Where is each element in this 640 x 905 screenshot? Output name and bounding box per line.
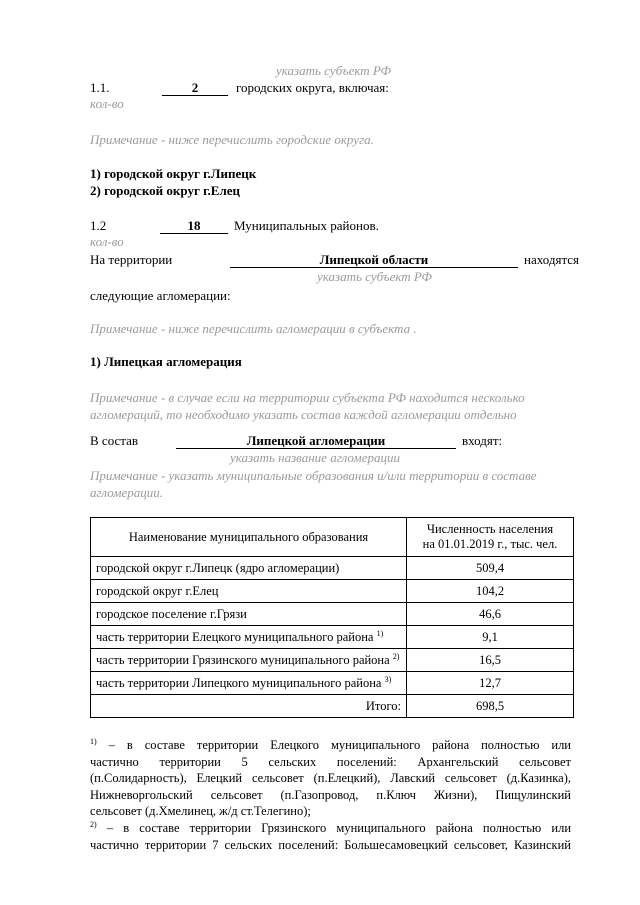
table-row [91,603,574,626]
table-row [91,580,574,603]
city-district-count: 2 [162,80,228,96]
territory-subject-hint: указать субъект РФ [317,269,432,284]
row-value: 12,7 [407,672,574,695]
row-value: 104,2 [407,580,574,603]
city-district-item: 1) городской округ г.Липецк [90,166,257,181]
territory-subject: Липецкой области [230,252,518,268]
header-population [407,518,574,557]
table-row [91,649,574,672]
section-1-1-number: 1.1. [90,80,110,95]
population-table [90,517,574,718]
footnote-line: частично территории 5 сельских поселений: Архангельский сельсовет [90,754,571,769]
row-name: городское поселение г.Грязи [96,606,247,621]
territory-suffix: находятся [524,252,580,267]
table-row [91,557,574,580]
row-value: 16,5 [407,649,574,672]
row-name: городской округ г.Елец [96,583,219,598]
total-label: Итого: [91,695,407,718]
section-1-2-label: Муниципальных районов. [234,218,379,233]
footnote-line: частично территории 7 сельских поселений: Большесамовецкий сельсовет, Казинский [90,837,571,852]
footnote-ref: 1) [376,628,384,638]
table-total-row [91,695,574,718]
total-value: 698,5 [407,695,574,718]
footnote-ref: 2) [392,651,400,661]
footnote-1 [90,737,571,820]
row-name: часть территории Грязинского муниципального района [96,652,390,667]
municipal-district-count: 18 [160,218,228,234]
footnote-2 [90,820,571,853]
multi-agglomeration-note: Примечание - в случае если на территории субъекта РФ находится несколько агломераций, то необходимо указать состав каждой агломерации отдельно [90,390,525,422]
city-districts-note: Примечание - ниже перечислить городские округа. [90,132,374,147]
subject-hint: указать субъект РФ [276,63,391,78]
count-hint: кол-во [90,96,124,111]
footnote-mark: 2) [90,820,97,829]
row-name: часть территории Елецкого муниципального района [96,629,374,644]
row-value: 9,1 [407,626,574,649]
city-district-item: 2) городской округ г.Елец [90,183,241,198]
footnote-line: (п.Солидарность), Елецкий сельсовет (п.Елецкий), Лавский сельсовет (д.Казинка), [90,771,571,785]
agglomeration-name: Липецкой агломерации [176,433,456,449]
composition-note: Примечание - указать муниципальные образования и/или территории в составе агломерации. [90,468,537,500]
row-name: городской округ г.Липецк (ядро агломерации) [96,560,340,575]
table-row [91,626,574,649]
row-name: часть территории Липецкого муниципального района [96,675,382,690]
section-1-1-label: городских округа, включая: [236,80,389,95]
footnote-mark: 1) [90,737,97,746]
header-name: Наименование муниципального образования [91,518,407,557]
table-row [91,672,574,695]
agglomeration-note: Примечание - ниже перечислить агломерации в субъекта . [90,321,417,336]
count-hint: кол-во [90,234,124,249]
agglomeration-item: 1) Липецкая агломерация [90,354,242,369]
row-value: 509,4 [407,557,574,580]
agglomeration-name-hint: указать название агломерации [230,450,400,465]
territory-continuation: следующие агломерации: [90,288,231,303]
footnote-line: – в составе территории Елецкого муниципального района полностью или [108,738,571,752]
footnote-line: сельсовет (д.Хмелинец, ж/д ст.Телегино); [90,804,311,818]
footnote-ref: 3) [384,674,392,684]
header-population-line2: на 01.01.2019 г., тыс. чел. [422,537,558,551]
composition-prefix: В состав [90,433,139,448]
footnote-line: Нижневоргольский сельсовет (п.Газопровод, п.Ключ Жизни), Пищулинский [90,787,571,802]
footnote-line: – в составе территории Грязинского муниципального района полностью или [106,821,572,835]
header-population-line1: Численность населения [426,522,554,536]
table-header-row [91,518,574,557]
territory-prefix: На территории [90,252,173,267]
row-value: 46,6 [407,603,574,626]
section-1-2-number: 1.2 [90,218,107,233]
composition-suffix: входят: [462,433,503,448]
